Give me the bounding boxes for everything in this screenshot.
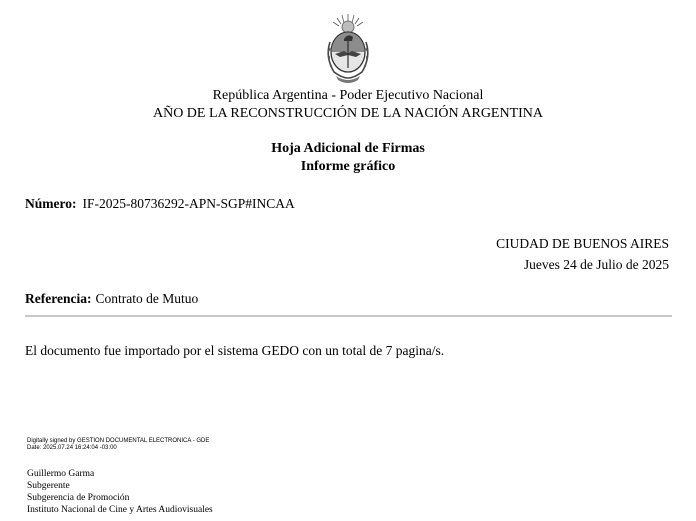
place: CIUDAD DE BUENOS AIRES: [496, 236, 669, 251]
document-number: [25, 196, 295, 212]
document-subtitle: Informe gráfico: [300, 159, 396, 174]
document-number-value: IF-2025-80736292-APN-SGP#INCAA: [82, 196, 295, 211]
header-line-2: AÑO DE LA RECONSTRUCCIÓN DE LA NACIÓN ARGENTINA: [152, 106, 544, 121]
header-line-1: República Argentina - Poder Ejecutivo Nacional: [212, 88, 484, 103]
digital-signature: [27, 438, 209, 452]
signer-name: Guillermo Garma: [27, 469, 95, 479]
divider: [25, 315, 672, 317]
signer-role: Subgerente: [27, 481, 70, 491]
signer-block: [27, 468, 213, 516]
reference: [25, 291, 198, 307]
body-text: El documento fue importado por el sistema GEDO con un total de 7 pagina/s.: [25, 343, 445, 358]
reference-label: Referencia:: [25, 291, 92, 306]
document-number-label: Número:: [25, 196, 77, 211]
signer-institution: Instituto Nacional de Cine y Artes Audiovisuales: [27, 505, 213, 515]
signer-unit: Subgerencia de Promoción: [27, 493, 130, 503]
date: Jueves 24 de Julio de 2025: [523, 257, 669, 272]
document-title: Hoja Adicional de Firmas: [271, 141, 425, 156]
reference-value: Contrato de Mutuo: [95, 291, 199, 306]
digital-signature-signer: Digitally signed by GESTION DOCUMENTAL ELECTRONICA - GDE: [27, 438, 210, 444]
coat-of-arms-icon: [322, 12, 374, 86]
digital-signature-date: Date: 2025.07.24 16:24:04 -03:00: [27, 445, 117, 451]
